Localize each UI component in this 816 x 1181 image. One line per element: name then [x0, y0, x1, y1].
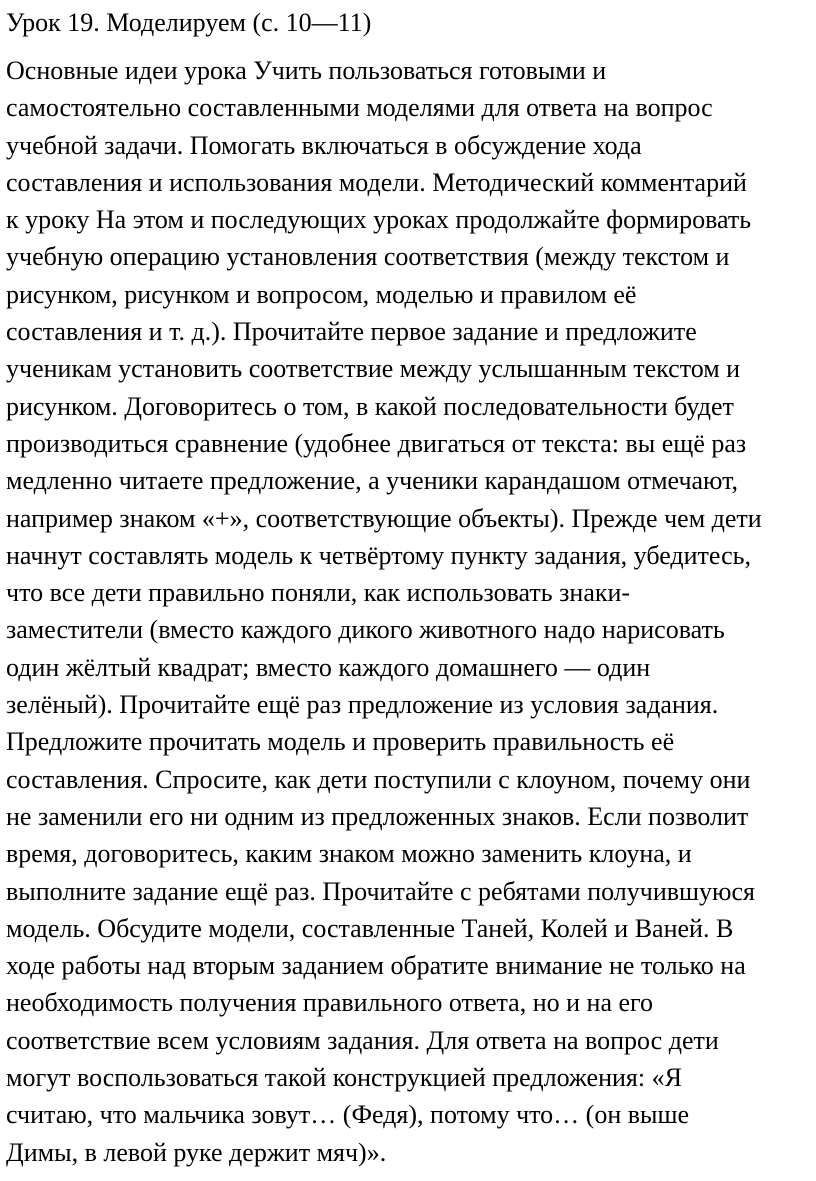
text-line: Основные идеи урока Учить пользоваться готовыми и — [6, 56, 607, 85]
text-line: начнут составлять модель к четвёртому пункту задания, убедитесь, — [6, 540, 751, 570]
text-line: зелёный). Прочитайте ещё раз предложение из условия задания. — [6, 690, 719, 720]
text-line: Предложите прочитать модель и проверить правильность её — [6, 727, 675, 757]
text-line: медленно читаете предложение, а ученики карандашом отмечают, — [6, 466, 739, 496]
text-line: необходимость получения правильного ответа, но и на его — [6, 988, 654, 1018]
text-line: составления и т. д.). Прочитайте первое задание и предложите — [6, 317, 697, 347]
text-line: соответствие всем условиям задания. Для ответа на вопрос дети — [6, 1025, 719, 1055]
text-line: считаю, что мальчика зовут… (Федя), потому что… (он выше — [6, 1100, 690, 1130]
text-line: составления и использования модели. Методический комментарий — [6, 167, 747, 197]
text-line: например знаком «+», соответствующие объекты). Прежде чем дети — [6, 503, 762, 533]
text-line: ходе работы над вторым заданием обратите внимание не только на — [6, 951, 746, 981]
text-line: один жёлтый квадрат; вместо каждого домашнего — один — [6, 652, 651, 682]
lesson-body — [6, 52, 762, 1171]
text-line: производиться сравнение (удобнее двигаться от текста: вы ещё раз — [6, 428, 747, 458]
text-line: рисунком, рисунком и вопросом, моделью и правилом её — [6, 279, 637, 309]
text-line: составления. Спросите, как дети поступили с клоуном, почему они — [6, 764, 751, 794]
text-line: к уроку На этом и последующих уроках продолжайте формировать — [6, 205, 752, 235]
text-line: не заменили его ни одним из предложенных знаков. Если позволит — [6, 801, 749, 831]
text-line: могут воспользоваться такой конструкцией предложения: «Я — [6, 1063, 682, 1093]
text-line: ученикам установить соответствие между услышанным текстом и — [6, 354, 741, 384]
text-line: самостоятельно составленными моделями для ответа на вопрос — [6, 93, 713, 123]
text-line: что все дети правильно поняли, как использовать знаки- — [6, 578, 631, 608]
text-line: заместители (вместо каждого дикого животного надо нарисовать — [6, 615, 725, 645]
text-line: модель. Обсудите модели, составленные Таней, Колей и Ваней. В — [6, 913, 734, 943]
text-line: рисунком. Договоритесь о том, в какой последовательности будет — [6, 391, 734, 421]
lesson-title: Урок 19. Моделируем (с. 10—11) — [6, 8, 372, 37]
text-line: время, договоритесь, каким знаком можно заменить клоуна, и — [6, 839, 692, 869]
text-line: Димы, в левой руке держит мяч)». — [6, 1137, 387, 1167]
text-line: учебную операцию установления соответствия (между текстом и — [6, 242, 730, 272]
text-line: выполните задание ещё раз. Прочитайте с ребятами получившуюся — [6, 876, 755, 906]
text-line: учебной задачи. Помогать включаться в обсуждение хода — [6, 130, 642, 160]
